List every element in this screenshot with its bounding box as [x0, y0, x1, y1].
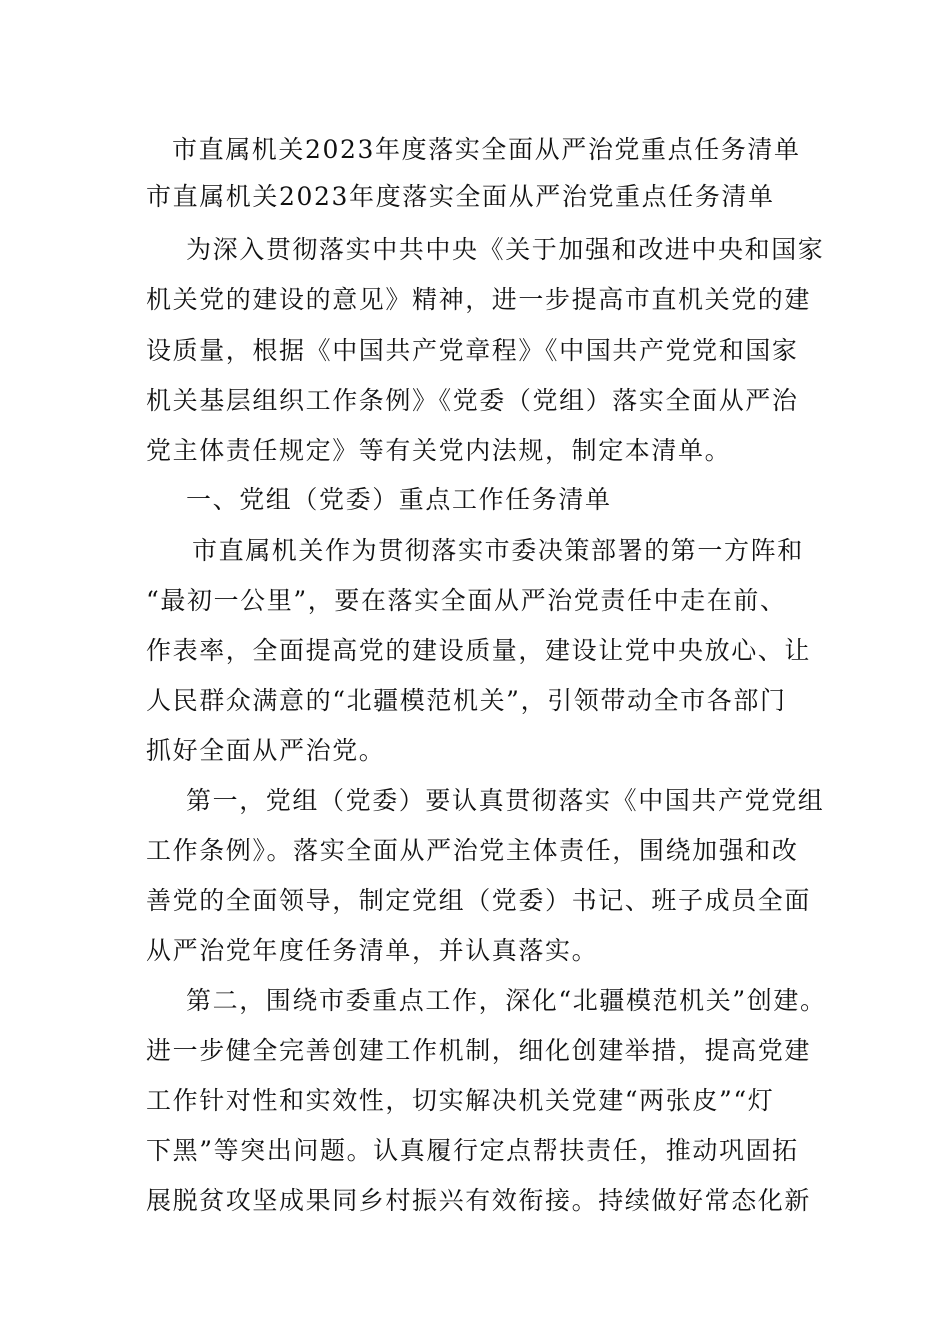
intro-line: 机关基层组织工作条例》《党委（党组）落实全面从严治: [146, 386, 799, 415]
first-task-line: 从严治党年度任务清单，并认真落实。: [146, 936, 599, 965]
second-task-line: 下黑”等突出问题。认真履行定点帮扶责任，推动巩固拓: [146, 1136, 799, 1165]
intro-line: 机关党的建设的意见》精神，进一步提高市直机关党的建: [146, 285, 812, 314]
overview-line: 作表率，全面提高党的建设质量，建设让党中央放心、让: [146, 636, 812, 665]
intro-line: 党主体责任规定》等有关党内法规，制定本清单。: [146, 436, 732, 465]
section-heading: 一、党组（党委）重点工作任务清单: [186, 485, 612, 514]
second-task-line: 进一步健全完善创建工作机制，细化创建举措，提高党建: [146, 1036, 812, 1065]
overview-line: “最初一公里”，要在落实全面从严治党责任中走在前、: [146, 586, 787, 615]
document-title: 市直属机关2023年度落实全面从严治党重点任务清单: [172, 135, 801, 164]
document-title-repeat: 市直属机关2023年度落实全面从严治党重点任务清单: [146, 182, 775, 211]
overview-line: 市直属机关作为贯彻落实市委决策部署的第一方阵和: [192, 536, 804, 565]
second-task-line: 展脱贫攻坚成果同乡村振兴有效衔接。持续做好常态化新: [146, 1186, 812, 1215]
first-task-line: 第一，党组（党委）要认真贯彻落实《中国共产党党组: [186, 786, 825, 815]
second-task-line: 工作针对性和实效性，切实解决机关党建“两张皮”“灯: [146, 1086, 775, 1115]
intro-line: 为深入贯彻落实中共中央《关于加强和改进中央和国家: [186, 235, 825, 264]
first-task-line: 善党的全面领导，制定党组（党委）书记、班子成员全面: [146, 886, 812, 915]
second-task-line: 第二，围绕市委重点工作，深化“北疆模范机关”创建。: [186, 986, 827, 1015]
first-task-line: 工作条例》。落实全面从严治党主体责任，围绕加强和改: [146, 836, 799, 865]
overview-line: 抓好全面从严治党。: [146, 736, 386, 765]
intro-line: 设质量，根据《中国共产党章程》《中国共产党党和国家: [146, 336, 799, 365]
overview-line: 人民群众满意的“北疆模范机关”，引领带动全市各部门: [146, 686, 787, 715]
